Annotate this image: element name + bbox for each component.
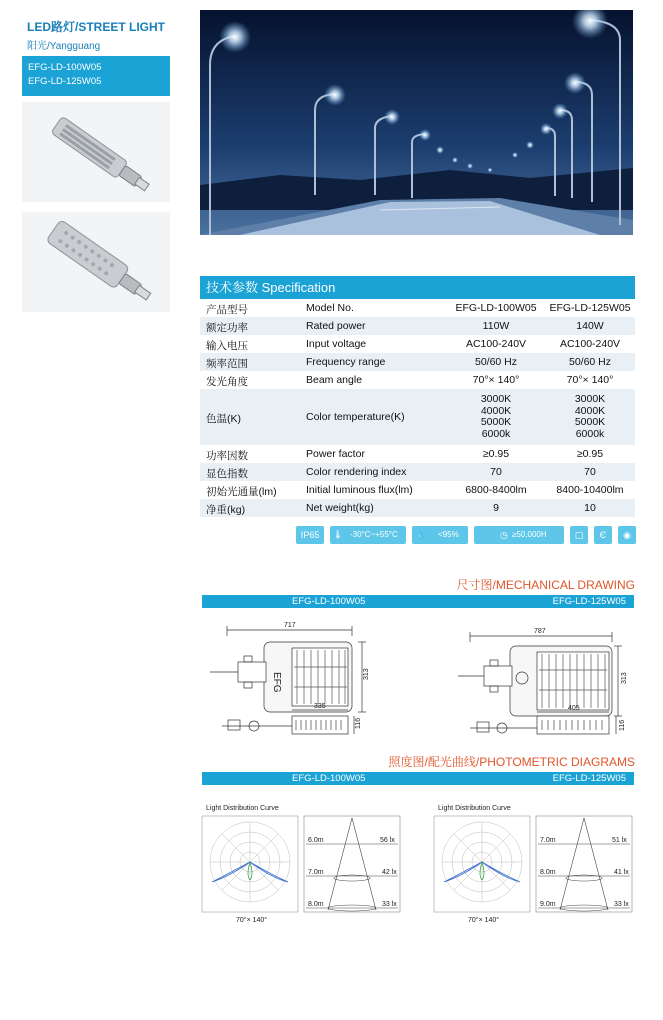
product-subtitle: 阳光/Yangguang	[27, 41, 101, 52]
polar-curve-100w	[202, 816, 298, 912]
cct-value: 6000k	[481, 427, 511, 440]
drawing-100w	[210, 626, 366, 734]
row-label-en: Initial luminous flux(lm)	[306, 484, 413, 496]
dim-body: 405	[568, 705, 580, 712]
model-label: EFG-LD-100W05	[292, 773, 366, 784]
table-row	[200, 353, 635, 371]
photometric-title: 照度图/配光曲线/PHOTOMETRIC DIAGRAMS	[388, 755, 635, 769]
mechanical-title: 尺寸图/MECHANICAL DRAWING	[456, 578, 635, 592]
dim-width: 787	[534, 628, 546, 635]
height-label: 7.0m	[540, 837, 556, 844]
mechanical-drawings	[202, 612, 634, 742]
table-row	[200, 463, 635, 481]
efg-logo: EFG	[271, 672, 282, 693]
value-model-1: 50/60 Hz	[474, 356, 518, 368]
cct-value: 5000K	[480, 416, 512, 428]
lux-label: 41 lx	[614, 869, 629, 876]
row-label-cn: 显色指数	[206, 468, 248, 480]
spec-header: 技术参数 Specification	[200, 276, 635, 299]
model-label: EFG-LD-125W05	[28, 76, 102, 87]
row-label-cn: 功率因数	[206, 450, 248, 462]
value-model-2: EFG-LD-125W05	[549, 302, 631, 314]
curve-label: Light Distribution Curve	[438, 805, 511, 812]
cct-value: 6000k	[575, 427, 605, 440]
height-label: 6.0m	[308, 837, 324, 844]
model-label: EFG-LD-125W05	[552, 596, 626, 607]
value-model-2: 50/60 Hz	[568, 356, 612, 368]
temperature-badge	[330, 526, 406, 544]
illuminance-cone-125w	[536, 816, 632, 912]
angle-label: 70°× 140°	[236, 917, 268, 924]
row-label-en: Rated power	[306, 320, 366, 332]
row-label-en: Net weight(kg)	[306, 502, 374, 514]
cct-value: 5000K	[574, 416, 606, 428]
value-model-2: AC100-240V	[559, 338, 621, 350]
angle-label: 70°× 140°	[468, 917, 500, 924]
row-label-cn: 输入电压	[206, 340, 248, 352]
row-label-cn: 净重(kg)	[206, 504, 246, 516]
model-band	[22, 56, 170, 96]
row-label-en: Model No.	[306, 302, 354, 314]
value-model-1: 6800-8400lm	[465, 484, 527, 496]
row-label-cn: 色温(K)	[206, 413, 241, 425]
product-title: LED路灯/STREET LIGHT	[27, 20, 166, 34]
sidebar	[22, 10, 170, 315]
polar-curve-125w	[434, 816, 530, 912]
table-row	[200, 317, 635, 335]
clock-icon: ◷	[500, 530, 508, 540]
height-label: 8.0m	[540, 869, 556, 876]
lux-label: 33 lx	[382, 901, 397, 908]
table-row	[200, 389, 635, 445]
table-row	[200, 371, 635, 389]
ce-mark-icon: ▢	[570, 526, 588, 544]
lifetime-badge	[474, 526, 564, 544]
cct-value: 3000K	[574, 393, 606, 405]
value-model-2: 70	[584, 466, 596, 478]
ip-rating-badge: IP65	[296, 526, 324, 544]
height-label: 8.0m	[308, 901, 324, 908]
height-label: 7.0m	[308, 869, 324, 876]
dim-width: 717	[284, 622, 296, 629]
value-model-2: 140W	[576, 320, 604, 332]
value-model-2: 10	[584, 502, 596, 514]
dim-body: 335	[314, 703, 326, 710]
row-label-en: Color temperature(K)	[306, 411, 405, 423]
photometric-band	[202, 772, 634, 785]
row-label-cn: 额定功率	[206, 322, 248, 334]
humidity-value: <95%	[438, 530, 459, 539]
value-model-2	[540, 394, 640, 440]
row-label-cn: 频率范围	[206, 358, 248, 370]
drawing-125w	[458, 632, 622, 734]
row-label-en: Color rendering index	[306, 466, 407, 478]
model-label: EFG-LD-125W05	[552, 773, 626, 784]
humidity-badge	[412, 526, 468, 544]
ul-icon: ◉	[618, 526, 636, 544]
illuminance-cone-100w	[304, 816, 400, 912]
thermometer-icon: 🌡	[333, 530, 344, 539]
table-row	[200, 499, 635, 517]
feature-badges	[296, 526, 636, 544]
lux-label: 51 lx	[612, 837, 627, 844]
value-model-2: 8400-10400lm	[556, 484, 624, 496]
dim-height: 313	[621, 672, 628, 684]
street-light-photo	[200, 10, 633, 235]
table-row	[200, 481, 635, 499]
value-model-1: 9	[493, 502, 499, 514]
droplet-icon: 💧	[416, 530, 426, 539]
row-label-cn: 产品型号	[206, 304, 248, 316]
lifetime-value: ≥50,000H	[512, 530, 547, 539]
cct-value: 4000K	[480, 404, 512, 417]
value-model-1: 70°× 140°	[472, 374, 520, 386]
lux-label: 33 lx	[614, 901, 629, 908]
table-row	[200, 445, 635, 463]
lux-label: 42 lx	[382, 869, 397, 876]
row-label-cn: 发光角度	[206, 376, 248, 388]
lux-label: 56 lx	[380, 837, 395, 844]
value-model-1: ≥0.95	[482, 448, 510, 460]
ce-icon: Є	[594, 526, 612, 544]
row-label-cn: 初始光通量(lm)	[206, 486, 277, 498]
mechanical-band	[202, 595, 634, 608]
value-model-1	[446, 394, 546, 440]
product-image	[22, 102, 170, 202]
model-label: EFG-LD-100W05	[28, 62, 102, 73]
dim-depth: 116	[619, 719, 626, 731]
row-label-en: Beam angle	[306, 374, 363, 386]
temperature-range: -30°C~+55°C	[350, 530, 398, 539]
value-model-1: 70	[490, 466, 502, 478]
table-row	[200, 335, 635, 353]
value-model-1: AC100-240V	[465, 338, 527, 350]
dim-depth: 116	[355, 717, 362, 729]
row-label-en: Power factor	[306, 448, 365, 460]
row-label-en: Input voltage	[306, 338, 367, 350]
photometric-diagrams	[200, 800, 635, 930]
height-label: 9.0m	[540, 901, 556, 908]
row-label-en: Frequency range	[306, 356, 386, 368]
value-model-1: 110W	[482, 320, 510, 332]
product-image	[22, 212, 170, 312]
model-label: EFG-LD-100W05	[292, 596, 366, 607]
table-row	[200, 300, 635, 317]
cct-value: 3000K	[480, 393, 512, 405]
value-model-2: ≥0.95	[576, 448, 604, 460]
dim-height: 313	[363, 668, 370, 680]
value-model-1: EFG-LD-100W05	[455, 302, 537, 314]
value-model-2: 70°× 140°	[566, 374, 614, 386]
curve-label: Light Distribution Curve	[206, 805, 279, 812]
cct-value: 4000K	[574, 404, 606, 417]
